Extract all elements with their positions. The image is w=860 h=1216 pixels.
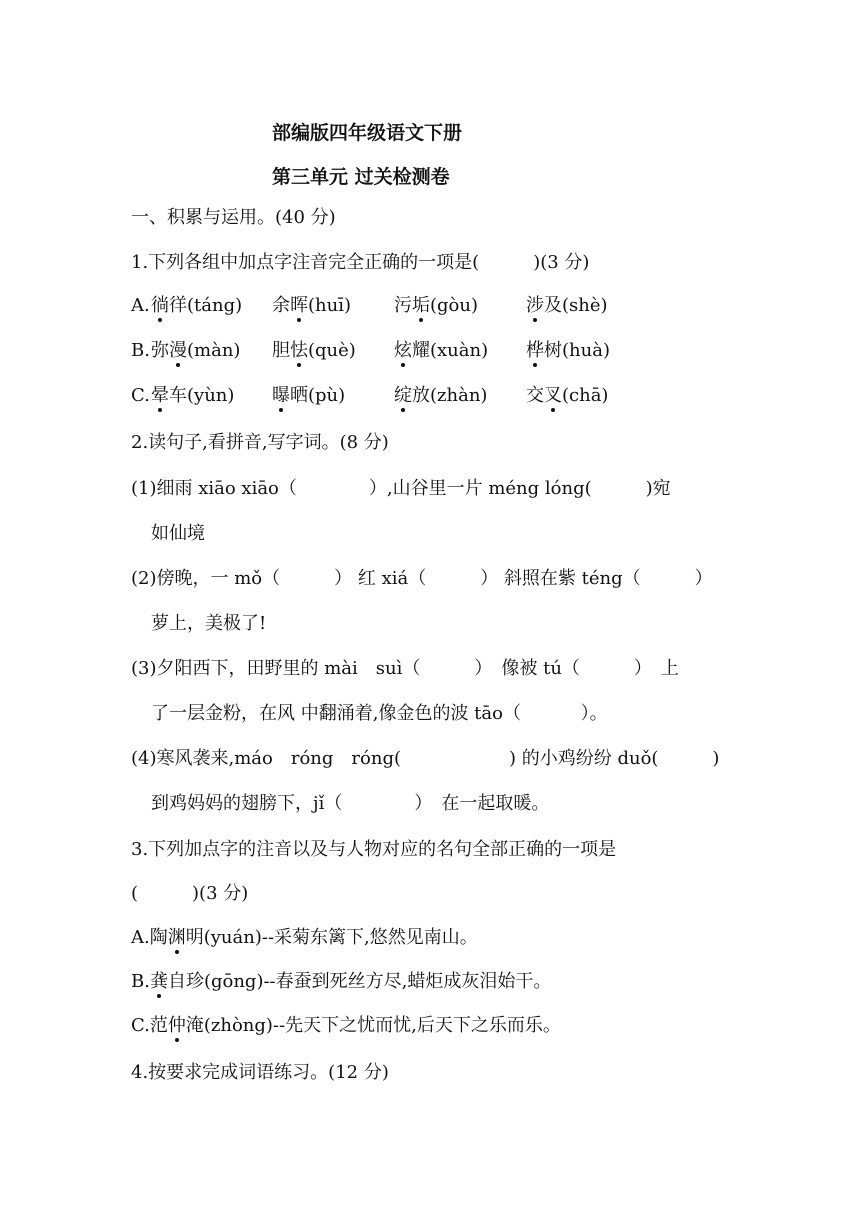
question-2-sentence-4: (4)寒风袭来,máo róng róng( ) 的小鸡纷纷 duǒ( ) [131,748,720,769]
dotted-char: 炫 [394,340,412,361]
question-2-sentence-1-cont: 如仙境 [151,523,205,544]
question-2-sentence-2-cont: 萝上，美极了! [151,613,267,634]
pinyin-item: 绽放(zhàn) [394,385,488,406]
question-2-sentence-1: (1)细雨 xiāo xiāo（ ）,山谷里一片 méng lóng( )宛 [131,478,671,499]
dotted-char: 晕 [151,385,169,406]
dotted-char: 绽 [394,385,412,406]
pinyin-item: 桦树(huà) [526,340,610,361]
question-2-sentence-3-cont: 了一层金粉，在风 中翻涌着,像金色的波 tāo（ ）。 [151,703,608,724]
dotted-char: 晖 [290,295,308,316]
dotted-char: 叉 [544,385,562,406]
question-3-option-a: A.陶渊明(yuán)--采菊东篱下,悠然见南山。 [131,927,478,948]
dotted-char: 龚 [149,971,168,992]
dotted-char: 漫 [169,340,187,361]
pinyin-item: 晕车(yùn) [151,385,235,406]
dotted-char: 桦 [526,340,544,361]
pinyin-item: 徜徉(táng) [151,295,243,316]
section-heading: 一、积累与运用。(40 分) [131,207,336,228]
pinyin-item: 涉及(shè) [526,295,608,316]
question-3-option-b: B.龚自珍(gōng)--春蚕到死丝方尽,蜡炬成灰泪始干。 [131,971,552,992]
question-3-option-c: C.范仲淹(zhòng)--先天下之忧而忧,后天下之乐而乐。 [131,1015,561,1036]
question-2-sentence-3: (3)夕阳西下，田野里的 mài suì（ ） 像被 tú（ ） 上 [131,658,679,679]
question-2-sentence-4-cont: 到鸡妈妈的翅膀下，jǐ（ ） 在一起取暖。 [151,793,550,814]
question-2-sentence-2: (2)傍晚，一 mǒ（ ） 红 xiá（ ） 斜照在紫 téng（ ） [131,568,713,589]
pinyin-item: 炫耀(xuàn) [394,340,489,361]
dotted-char: 渊 [167,927,186,948]
page-title: 部编版四年级语文下册 [272,122,463,144]
pinyin-item: 胆怯(què) [272,340,356,361]
pinyin-item: 弥漫(màn) [151,340,241,361]
pinyin-item: 余晖(huī) [272,295,351,316]
dotted-char: 涉 [526,295,544,316]
dotted-char: 垢 [412,295,430,316]
dotted-char: 怯 [290,340,308,361]
option-label: C. [131,385,150,406]
question-3-stem-cont: ( )(3 分) [131,883,249,904]
pinyin-item: 污垢(gòu) [394,295,478,316]
pinyin-item: 曝晒(pù) [272,385,346,406]
dotted-char: 仲 [167,1015,186,1036]
page-subtitle: 第三单元 过关检测卷 [272,166,450,188]
pinyin-item: 交叉(chā) [526,385,609,406]
question-3-stem: 3.下列加点字的注音以及与人物对应的名句全部正确的一项是 [131,839,617,860]
option-label: B. [131,340,150,361]
dotted-char: 徜 [151,295,169,316]
question-1-stem: 1.下列各组中加点字注音完全正确的一项是( )(3 分) [131,252,590,273]
option-label: A. [131,295,150,316]
dotted-char: 曝 [272,385,290,406]
question-4-stem: 4.按要求完成词语练习。(12 分) [131,1062,389,1083]
question-2-stem: 2.读句子,看拼音,写字词。(8 分) [131,432,389,453]
